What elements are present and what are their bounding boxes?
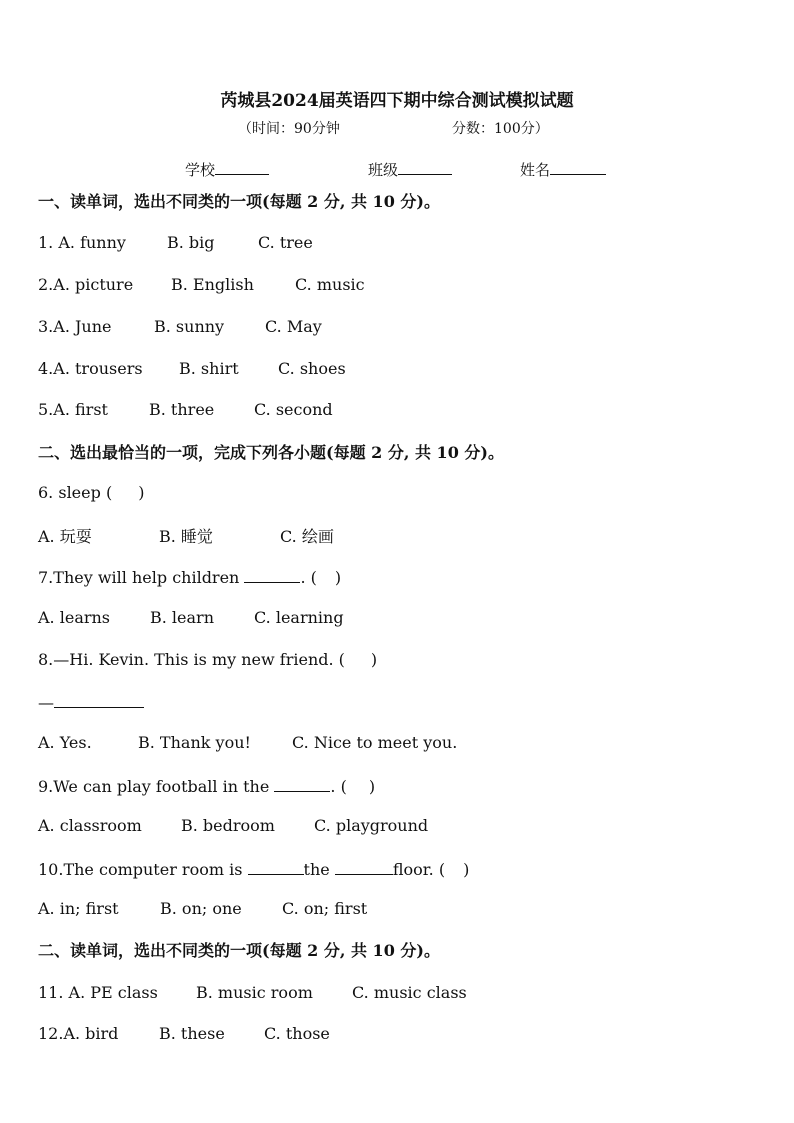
question-8-blank: [54, 691, 144, 708]
question-12-option-c: C. those: [264, 1024, 330, 1043]
question-8-stem: 8.—Hi. Kevin. This is my new friend. (: [38, 650, 345, 669]
question-10: [38, 858, 469, 879]
question-9-option-a: A. classroom: [38, 816, 142, 835]
question-7-option-a: A. learns: [38, 608, 111, 627]
question-5: 5.A. first: [38, 400, 108, 419]
question-11: 11. A. PE class: [38, 983, 158, 1002]
school-label: 学校: [185, 161, 216, 179]
question-2-option-c: C. music: [295, 275, 365, 294]
question-10-stem: 10.The computer room is: [38, 860, 243, 879]
question-6-stem: 6. sleep (: [38, 483, 113, 502]
question-4-option-c: C. shoes: [278, 359, 346, 378]
question-7-stem: 7.They will help children: [38, 568, 240, 587]
section-heading-3: 二、读单词，选出不同类的一项(每题 2 分, 共 10 分)。: [38, 941, 440, 960]
question-10-blank-2: [335, 858, 393, 875]
question-10-stem-end: floor. (: [392, 860, 446, 879]
name-label: 姓名: [520, 161, 551, 179]
question-8-paren-close: ): [370, 650, 378, 669]
question-3-option-c: C. May: [265, 317, 322, 336]
section-heading-2: 二、选出最恰当的一项，完成下列各小题(每题 2 分, 共 10 分)。: [38, 443, 504, 462]
class-blank: [398, 159, 452, 175]
question-9-paren-close: ): [368, 777, 376, 796]
question-9-stem-end: . (: [330, 777, 347, 796]
question-10-blank-1: [248, 858, 304, 875]
exam-time: （时间：90分钟: [238, 121, 340, 137]
question-1: 1. A. funny: [38, 233, 126, 252]
question-1-option-b: B. big: [167, 233, 215, 252]
question-7-option-b: B. learn: [150, 608, 215, 627]
question-6-option-b: B. 睡觉: [159, 527, 213, 546]
question-8-option-b: B. Thank you!: [138, 733, 251, 752]
school-field: [185, 159, 269, 180]
section-heading-1: 一、读单词，选出不同类的一项(每题 2 分, 共 10 分)。: [38, 192, 440, 211]
question-10-option-b: B. on; one: [160, 899, 242, 918]
question-6-paren-close: ): [138, 483, 145, 502]
question-6-option-a: A. 玩耍: [38, 527, 92, 546]
question-7-blank: [244, 566, 300, 583]
question-10-option-a: A. in; first: [38, 899, 119, 918]
question-9-blank: [274, 775, 330, 792]
class-label: 班级: [368, 161, 399, 179]
question-4-option-b: B. shirt: [179, 359, 239, 378]
school-blank: [215, 159, 269, 175]
question-12-option-b: B. these: [159, 1024, 225, 1043]
question-9: [38, 775, 375, 796]
question-7-option-c: C. learning: [254, 608, 344, 627]
question-8-option-c: C. Nice to meet you.: [292, 733, 458, 752]
question-5-option-c: C. second: [254, 400, 333, 419]
question-9-option-c: C. playground: [314, 816, 429, 835]
question-7: [38, 566, 341, 587]
question-6-option-c: C. 绘画: [280, 527, 334, 546]
question-10-stem-mid: the: [303, 860, 330, 879]
name-field: [520, 159, 606, 180]
question-7-stem-end: . (: [300, 568, 317, 587]
question-11-option-c: C. music class: [352, 983, 467, 1002]
question-4: 4.A. trousers: [38, 359, 143, 378]
question-10-option-c: C. on; first: [282, 899, 368, 918]
question-12: 12.A. bird: [38, 1024, 119, 1043]
exam-score: 分数：100分）: [452, 121, 549, 137]
question-3-option-b: B. sunny: [154, 317, 225, 336]
question-6: [38, 483, 144, 502]
question-8-option-a: A. Yes.: [38, 733, 92, 752]
question-1-option-c: C. tree: [258, 233, 313, 252]
page-title: 芮城县2024届英语四下期中综合测试模拟试题: [220, 91, 574, 111]
question-11-option-b: B. music room: [196, 983, 313, 1002]
question-2-option-b: B. English: [171, 275, 254, 294]
question-9-option-b: B. bedroom: [181, 816, 275, 835]
class-field: [368, 159, 452, 180]
question-8-reply: [38, 691, 144, 712]
name-blank: [550, 159, 606, 175]
question-7-paren-close: ): [334, 568, 342, 587]
question-8: [38, 650, 377, 669]
question-2: 2.A. picture: [38, 275, 134, 294]
question-5-option-b: B. three: [149, 400, 215, 419]
question-8-dash: —: [38, 693, 54, 712]
question-3: 3.A. June: [38, 317, 112, 336]
question-10-paren-close: ): [463, 860, 470, 879]
question-9-stem: 9.We can play football in the: [38, 777, 270, 796]
